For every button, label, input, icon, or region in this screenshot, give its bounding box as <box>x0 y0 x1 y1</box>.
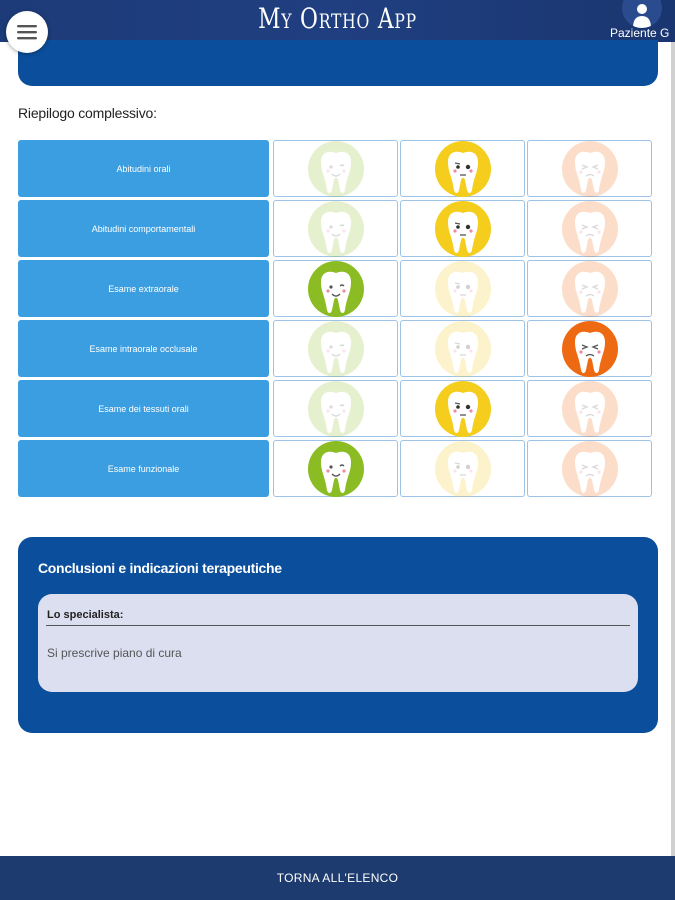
rating-cell-good <box>273 260 398 317</box>
tooth-medium-icon <box>434 140 492 198</box>
tooth-good-icon <box>307 260 365 318</box>
rating-cell-bad <box>527 320 652 377</box>
tooth-good-icon <box>307 200 365 258</box>
top-card <box>18 40 658 86</box>
rating-cell-bad <box>527 260 652 317</box>
summary-row <box>18 380 652 437</box>
row-label: Esame dei tessuti orali <box>18 380 269 437</box>
specialist-label: Lo specialista: <box>47 609 124 621</box>
summary-row <box>18 320 652 377</box>
tooth-bad-icon <box>561 320 619 378</box>
rating-cell-medium <box>400 320 525 377</box>
user-icon[interactable] <box>622 0 662 28</box>
tooth-good-icon <box>307 140 365 198</box>
row-label: Abitudini orali <box>18 140 269 197</box>
rating-cell-medium <box>400 260 525 317</box>
rating-cell-medium <box>400 380 525 437</box>
summary-row <box>18 200 652 257</box>
specialist-box <box>38 594 638 692</box>
rating-cell-good <box>273 320 398 377</box>
rating-cell-bad <box>527 440 652 497</box>
scrollbar-edge <box>671 42 675 856</box>
rating-cell-bad <box>527 140 652 197</box>
summary-title: Riepilogo complessivo: <box>18 105 157 121</box>
tooth-medium-icon <box>434 380 492 438</box>
tooth-bad-icon <box>561 200 619 258</box>
rating-cell-bad <box>527 380 652 437</box>
row-label: Esame funzionale <box>18 440 269 497</box>
tooth-bad-icon <box>561 260 619 318</box>
rating-cell-bad <box>527 200 652 257</box>
tooth-medium-icon <box>434 440 492 498</box>
conclusions-card <box>18 537 658 733</box>
app-title: My Ortho App <box>258 2 417 35</box>
rating-cell-medium <box>400 140 525 197</box>
divider <box>46 625 630 626</box>
rating-cell-medium <box>400 200 525 257</box>
tooth-medium-icon <box>434 320 492 378</box>
tooth-bad-icon <box>561 140 619 198</box>
rating-cell-good <box>273 140 398 197</box>
rating-cell-good <box>273 380 398 437</box>
back-to-list-label: TORNA ALL'ELENCO <box>276 871 399 885</box>
specialist-text: Si prescrive piano di cura <box>47 646 182 660</box>
conclusions-title: Conclusioni e indicazioni terapeutiche <box>38 560 282 576</box>
summary-row <box>18 260 652 317</box>
tooth-good-icon <box>307 440 365 498</box>
rating-cell-medium <box>400 440 525 497</box>
tooth-bad-icon <box>561 440 619 498</box>
hamburger-menu-icon[interactable] <box>6 11 48 53</box>
tooth-good-icon <box>307 320 365 378</box>
summary-row <box>18 140 652 197</box>
row-label: Esame extraorale <box>18 260 269 317</box>
rating-cell-good <box>273 440 398 497</box>
tooth-bad-icon <box>561 380 619 438</box>
user-name[interactable]: Paziente G <box>610 26 670 40</box>
row-label: Esame intraorale occlusale <box>18 320 269 377</box>
tooth-good-icon <box>307 380 365 438</box>
back-to-list-button[interactable] <box>0 856 675 900</box>
top-bar <box>0 0 675 42</box>
rating-cell-good <box>273 200 398 257</box>
row-label: Abitudini comportamentali <box>18 200 269 257</box>
tooth-medium-icon <box>434 200 492 258</box>
tooth-medium-icon <box>434 260 492 318</box>
summary-row <box>18 440 652 497</box>
